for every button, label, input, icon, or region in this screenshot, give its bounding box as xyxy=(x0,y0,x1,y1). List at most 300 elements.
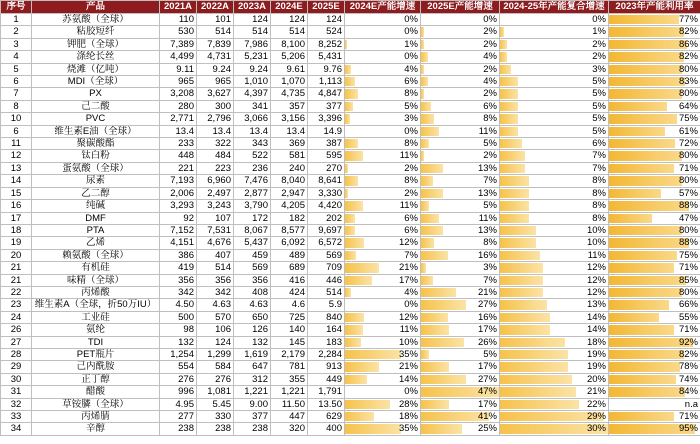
row-growth-2025 xyxy=(421,63,500,75)
row-product: 乙烯 xyxy=(32,237,160,249)
row-2021: 132 xyxy=(160,336,197,348)
row-2023: 1,221 xyxy=(234,386,271,398)
row-growth-2025-value: 5% xyxy=(483,348,497,360)
row-growth-2025 xyxy=(421,200,500,212)
table-row xyxy=(1,411,700,423)
row-utilization-fill xyxy=(609,251,677,260)
row-growth-2025 xyxy=(421,274,500,286)
table-row xyxy=(1,113,700,125)
row-2023: 124 xyxy=(234,14,271,26)
row-product: 己内酰胺 xyxy=(32,361,160,373)
row-index: 18 xyxy=(1,224,32,236)
row-growth-2025 xyxy=(421,299,500,311)
row-utilization-fill xyxy=(609,127,665,136)
row-2025: 183 xyxy=(308,336,345,348)
row-product: PVC xyxy=(32,113,160,125)
row-2024: 6,092 xyxy=(271,237,308,249)
table-row xyxy=(1,262,700,274)
row-2023: 4.63 xyxy=(234,299,271,311)
row-2021: 4.50 xyxy=(160,299,197,311)
row-cagr-value: 7% xyxy=(592,162,606,174)
row-2024: 2,179 xyxy=(271,348,308,360)
table-row xyxy=(1,187,700,199)
row-cagr-value: 3% xyxy=(592,63,606,75)
row-cagr xyxy=(500,348,609,360)
row-growth-2024-fill xyxy=(345,350,401,359)
row-cagr-value: 18% xyxy=(586,336,606,348)
row-2023: 312 xyxy=(234,373,271,385)
table-row xyxy=(1,200,700,212)
row-2023: 1,010 xyxy=(234,76,271,88)
row-growth-2025 xyxy=(421,373,500,385)
row-cagr-fill xyxy=(500,27,504,36)
row-utilization xyxy=(609,162,700,174)
row-index: 24 xyxy=(1,311,32,323)
row-utilization xyxy=(609,38,700,50)
row-2021: 277 xyxy=(160,411,197,423)
table-row xyxy=(1,51,700,63)
row-cagr xyxy=(500,286,609,298)
row-growth-2025-value: 8% xyxy=(483,113,497,125)
row-2024: 3,156 xyxy=(271,113,308,125)
row-2025: 595 xyxy=(308,150,345,162)
row-cagr-fill xyxy=(500,139,522,148)
row-cagr-value: 10% xyxy=(586,224,606,236)
row-utilization-value: 71% xyxy=(678,162,698,174)
row-growth-2024 xyxy=(345,212,421,224)
row-utilization xyxy=(609,398,700,410)
row-2022: 238 xyxy=(197,423,234,435)
row-cagr-value: 1% xyxy=(592,26,606,38)
row-growth-2025 xyxy=(421,150,500,162)
row-cagr-fill xyxy=(500,164,525,173)
header-2022: 2022A xyxy=(197,1,234,14)
row-growth-2024-value: 2% xyxy=(404,187,418,199)
row-2024: 4,735 xyxy=(271,88,308,100)
row-2022: 1,081 xyxy=(197,386,234,398)
row-growth-2025-value: 5% xyxy=(483,138,497,150)
row-utilization-fill xyxy=(609,77,685,86)
row-cagr xyxy=(500,51,609,63)
row-cagr-value: 19% xyxy=(586,348,606,360)
header-utilization: 2023年产能利用率 xyxy=(609,1,700,14)
row-2022: 342 xyxy=(197,286,234,298)
row-growth-2025-fill xyxy=(421,65,424,74)
row-index: 21 xyxy=(1,274,32,286)
row-cagr-value: 8% xyxy=(592,212,606,224)
row-cagr xyxy=(500,224,609,236)
row-growth-2025 xyxy=(421,262,500,274)
row-2025: 6,572 xyxy=(308,237,345,249)
row-utilization xyxy=(609,249,700,261)
row-2025: 5,431 xyxy=(308,51,345,63)
row-2022: 4.63 xyxy=(197,299,234,311)
row-cagr-value: 0% xyxy=(592,14,606,25)
row-product: 维生素E油（全球） xyxy=(32,125,160,137)
row-growth-2024 xyxy=(345,76,421,88)
row-growth-2025 xyxy=(421,125,500,137)
row-utilization-value: 92% xyxy=(678,336,698,348)
row-growth-2025 xyxy=(421,336,500,348)
table-row xyxy=(1,398,700,410)
row-product: 钛白粉 xyxy=(32,150,160,162)
row-index: 6 xyxy=(1,125,32,137)
row-2021: 276 xyxy=(160,373,197,385)
row-2021: 554 xyxy=(160,361,197,373)
row-2025: 202 xyxy=(308,212,345,224)
row-2025: 4,847 xyxy=(308,88,345,100)
table-row xyxy=(1,63,700,75)
row-growth-2024-value: 12% xyxy=(398,237,418,249)
row-product: TDI xyxy=(32,336,160,348)
row-growth-2025-value: 2% xyxy=(483,38,497,50)
row-growth-2025-value: 4% xyxy=(483,76,497,88)
row-2025: 1,791 xyxy=(308,386,345,398)
row-growth-2025-fill xyxy=(421,151,424,160)
row-2023: 9.24 xyxy=(234,63,271,75)
row-utilization-value: 75% xyxy=(678,113,698,125)
row-growth-2025-value: 16% xyxy=(477,249,497,261)
row-cagr-value: 8% xyxy=(592,187,606,199)
row-growth-2024 xyxy=(345,38,421,50)
row-utilization-value: 71% xyxy=(678,262,698,274)
row-growth-2024-fill xyxy=(345,226,355,235)
row-cagr xyxy=(500,175,609,187)
row-cagr xyxy=(500,398,609,410)
row-utilization-fill xyxy=(609,350,684,359)
row-cagr-value: 13% xyxy=(586,299,606,311)
row-growth-2025 xyxy=(421,386,500,398)
row-2023: 4,397 xyxy=(234,88,271,100)
row-2023: 172 xyxy=(234,212,271,224)
row-cagr xyxy=(500,14,609,26)
row-2021: 996 xyxy=(160,386,197,398)
row-index: 4 xyxy=(1,51,32,63)
row-cagr xyxy=(500,274,609,286)
row-growth-2024-value: 2% xyxy=(404,162,418,174)
row-2022: 407 xyxy=(197,249,234,261)
row-growth-2024-fill xyxy=(345,251,356,260)
row-index: 12 xyxy=(1,150,32,162)
row-utilization xyxy=(609,262,700,274)
table-row xyxy=(1,26,700,38)
row-cagr xyxy=(500,187,609,199)
row-2025: 524 xyxy=(308,26,345,38)
row-utilization-fill xyxy=(609,15,679,24)
row-2022: 330 xyxy=(197,411,234,423)
row-utilization-value: 95% xyxy=(678,423,698,435)
row-growth-2024-value: 8% xyxy=(404,88,418,100)
row-utilization-value: 66% xyxy=(678,299,698,311)
row-utilization-fill xyxy=(609,89,682,98)
row-product: 粘胶短纤 xyxy=(32,26,160,38)
row-growth-2025-fill xyxy=(421,214,439,223)
row-growth-2025-fill xyxy=(421,52,428,61)
row-cagr xyxy=(500,373,609,385)
row-2025: 124 xyxy=(308,14,345,26)
row-growth-2025-value: 2% xyxy=(483,26,497,38)
row-2025: 4,420 xyxy=(308,200,345,212)
row-cagr-fill xyxy=(500,201,529,210)
row-2023: 3,066 xyxy=(234,113,271,125)
row-growth-2024-value: 0% xyxy=(404,51,418,63)
row-utilization xyxy=(609,150,700,162)
row-growth-2024-value: 12% xyxy=(398,311,418,323)
row-product: 乙二醇 xyxy=(32,187,160,199)
row-2021: 386 xyxy=(160,249,197,261)
row-growth-2024-fill xyxy=(345,313,364,322)
row-2025: 514 xyxy=(308,286,345,298)
row-cagr-value: 19% xyxy=(586,361,606,373)
row-growth-2025 xyxy=(421,14,500,26)
row-utilization-value: 71% xyxy=(678,411,698,422)
row-2021: 233 xyxy=(160,138,197,150)
row-growth-2025-fill xyxy=(421,77,428,86)
row-utilization-fill xyxy=(609,27,684,36)
row-growth-2025-fill xyxy=(421,139,429,148)
row-utilization-fill xyxy=(609,189,661,198)
row-2022: 300 xyxy=(197,100,234,112)
row-2023: 5,437 xyxy=(234,237,271,249)
table-row xyxy=(1,274,700,286)
row-cagr-fill xyxy=(500,300,547,309)
row-index: 10 xyxy=(1,113,32,125)
table-row xyxy=(1,336,700,348)
row-index: 34 xyxy=(1,423,32,435)
row-cagr xyxy=(500,311,609,323)
row-cagr-value: 7% xyxy=(592,150,606,162)
row-growth-2025 xyxy=(421,348,500,360)
row-growth-2025 xyxy=(421,311,500,323)
row-growth-2024-fill xyxy=(345,263,379,272)
row-growth-2025 xyxy=(421,361,500,373)
row-cagr-value: 12% xyxy=(586,262,606,274)
row-growth-2024 xyxy=(345,423,421,435)
row-index: 6 xyxy=(1,76,32,88)
row-growth-2024-fill xyxy=(345,40,347,49)
row-2021: 7,193 xyxy=(160,175,197,187)
row-utilization-fill xyxy=(609,151,682,160)
row-cagr-value: 5% xyxy=(592,113,606,125)
row-growth-2025-fill xyxy=(421,325,449,334)
row-cagr-fill xyxy=(500,238,536,247)
row-2024: 2,947 xyxy=(271,187,308,199)
row-cagr-value: 22% xyxy=(586,398,606,410)
row-2022: 2,796 xyxy=(197,113,234,125)
row-2021: 2,006 xyxy=(160,187,197,199)
row-growth-2024-value: 11% xyxy=(399,150,418,162)
row-growth-2025-fill xyxy=(421,114,434,123)
table-row xyxy=(1,361,700,373)
row-growth-2025 xyxy=(421,324,500,336)
row-utilization xyxy=(609,187,700,199)
row-index: 23 xyxy=(1,299,32,311)
table-row xyxy=(1,76,700,88)
row-cagr-value: 5% xyxy=(592,100,606,112)
row-utilization-value: 82% xyxy=(678,26,698,38)
row-utilization-fill xyxy=(609,288,682,297)
row-growth-2025 xyxy=(421,100,500,112)
row-cagr-value: 5% xyxy=(592,125,606,137)
row-growth-2024-value: 0% xyxy=(404,386,418,398)
row-growth-2024-value: 21% xyxy=(398,262,418,274)
row-growth-2024 xyxy=(345,175,421,187)
row-cagr-value: 11% xyxy=(587,249,606,261)
row-cagr xyxy=(500,38,609,50)
row-2022: 3,243 xyxy=(197,200,234,212)
row-index: 13 xyxy=(1,162,32,174)
row-cagr xyxy=(500,200,609,212)
row-2023: 647 xyxy=(234,361,271,373)
row-utilization-value: 80% xyxy=(678,63,698,75)
row-2025: 840 xyxy=(308,311,345,323)
row-cagr xyxy=(500,386,609,398)
row-product: 蛋氨酸（全球） xyxy=(32,162,160,174)
row-growth-2025-value: 2% xyxy=(483,63,497,75)
row-2021: 92 xyxy=(160,212,197,224)
row-utilization xyxy=(609,76,700,88)
row-index: 32 xyxy=(1,398,32,410)
row-growth-2025-fill xyxy=(421,40,424,49)
row-utilization xyxy=(609,138,700,150)
row-2024: 182 xyxy=(271,212,308,224)
row-growth-2024 xyxy=(345,51,421,63)
row-2024: 1,070 xyxy=(271,76,308,88)
row-cagr-fill xyxy=(500,151,525,160)
row-cagr-value: 21% xyxy=(586,386,606,398)
row-cagr-fill xyxy=(500,65,511,74)
row-cagr-fill xyxy=(500,127,518,136)
row-utilization-fill xyxy=(609,276,686,285)
row-2022: 5.45 xyxy=(197,398,234,410)
row-utilization-value: 80% xyxy=(678,286,698,298)
row-growth-2024-fill xyxy=(345,77,355,86)
row-index: 14 xyxy=(1,175,32,187)
table-row xyxy=(1,286,700,298)
row-2022: 6,960 xyxy=(197,175,234,187)
row-growth-2024-fill xyxy=(345,89,358,98)
row-growth-2024 xyxy=(345,262,421,274)
row-utilization xyxy=(609,336,700,348)
row-utilization-fill xyxy=(609,263,674,272)
row-utilization-fill xyxy=(609,114,677,123)
row-index: 20 xyxy=(1,249,32,261)
row-cagr-value: 12% xyxy=(586,286,606,298)
row-index: 28 xyxy=(1,348,32,360)
row-2024: 13.4 xyxy=(271,125,308,137)
row-2024: 369 xyxy=(271,138,308,150)
table-row xyxy=(1,162,700,174)
row-utilization-fill xyxy=(609,214,652,223)
row-2023: 5,231 xyxy=(234,51,271,63)
row-2025: 8,252 xyxy=(308,38,345,50)
row-cagr xyxy=(500,237,609,249)
row-2022: 2,497 xyxy=(197,187,234,199)
table-row xyxy=(1,311,700,323)
row-growth-2025-fill xyxy=(421,164,443,173)
row-product: 苏氨酸（全球） xyxy=(32,14,160,26)
row-2021: 221 xyxy=(160,162,197,174)
row-2022: 124 xyxy=(197,336,234,348)
row-product: 丙烯酸 xyxy=(32,286,160,298)
row-2022: 101 xyxy=(197,14,234,26)
row-utilization-value: 75% xyxy=(678,249,698,261)
row-2021: 4,499 xyxy=(160,51,197,63)
row-growth-2025-fill xyxy=(421,201,429,210)
row-growth-2024-fill xyxy=(345,400,390,409)
row-growth-2024 xyxy=(345,386,421,398)
row-growth-2025-fill xyxy=(421,89,424,98)
header-2021: 2021A xyxy=(160,1,197,14)
row-growth-2024-fill xyxy=(345,362,379,371)
row-utilization xyxy=(609,26,700,38)
row-utilization xyxy=(609,237,700,249)
row-cagr-fill xyxy=(500,325,550,334)
row-growth-2025-value: 6% xyxy=(483,100,497,112)
row-2024: 240 xyxy=(271,162,308,174)
row-cagr xyxy=(500,423,609,435)
row-2024: 357 xyxy=(271,100,308,112)
row-2021: 3,293 xyxy=(160,200,197,212)
row-utilization xyxy=(609,100,700,112)
row-utilization-value: 61% xyxy=(678,125,698,137)
row-2024: 8,577 xyxy=(271,224,308,236)
row-cagr xyxy=(500,100,609,112)
row-cagr-value: 5% xyxy=(592,88,606,100)
table-row xyxy=(1,175,700,187)
row-growth-2024-value: 8% xyxy=(404,138,418,150)
header-row xyxy=(1,1,700,14)
row-cagr-fill xyxy=(500,89,518,98)
row-product: 正丁醇 xyxy=(32,373,160,385)
row-growth-2024-fill xyxy=(345,114,350,123)
row-growth-2025-value: 7% xyxy=(483,175,497,187)
table-row xyxy=(1,324,700,336)
row-2025: 5.9 xyxy=(308,299,345,311)
row-2024: 689 xyxy=(271,262,308,274)
row-growth-2024-fill xyxy=(345,164,348,173)
table-row xyxy=(1,212,700,224)
row-2023: 650 xyxy=(234,311,271,323)
row-2024: 725 xyxy=(271,311,308,323)
row-cagr-fill xyxy=(500,350,568,359)
table-row xyxy=(1,138,700,150)
row-growth-2025-fill xyxy=(421,350,429,359)
row-2024: 8,100 xyxy=(271,38,308,50)
row-growth-2025-value: 4% xyxy=(483,51,497,63)
row-growth-2025-value: 41% xyxy=(477,411,497,422)
row-2021: 4,151 xyxy=(160,237,197,249)
row-product: 尿素 xyxy=(32,175,160,187)
row-2025: 9.76 xyxy=(308,63,345,75)
row-growth-2025-value: 17% xyxy=(477,324,497,336)
row-growth-2025 xyxy=(421,398,500,410)
row-product: DMF xyxy=(32,212,160,224)
row-product: 草铵膦（全球） xyxy=(32,398,160,410)
row-2025: 449 xyxy=(308,373,345,385)
row-cagr-fill xyxy=(500,362,568,371)
row-index: 27 xyxy=(1,336,32,348)
row-cagr-fill xyxy=(500,102,518,111)
row-2024: 781 xyxy=(271,361,308,373)
row-utilization-value: 88% xyxy=(678,237,698,249)
row-2023: 522 xyxy=(234,150,271,162)
row-index: 29 xyxy=(1,361,32,373)
row-index: 1 xyxy=(1,14,32,26)
row-cagr xyxy=(500,361,609,373)
row-utilization-value: n.a xyxy=(684,398,698,410)
row-growth-2025-fill xyxy=(421,276,433,285)
